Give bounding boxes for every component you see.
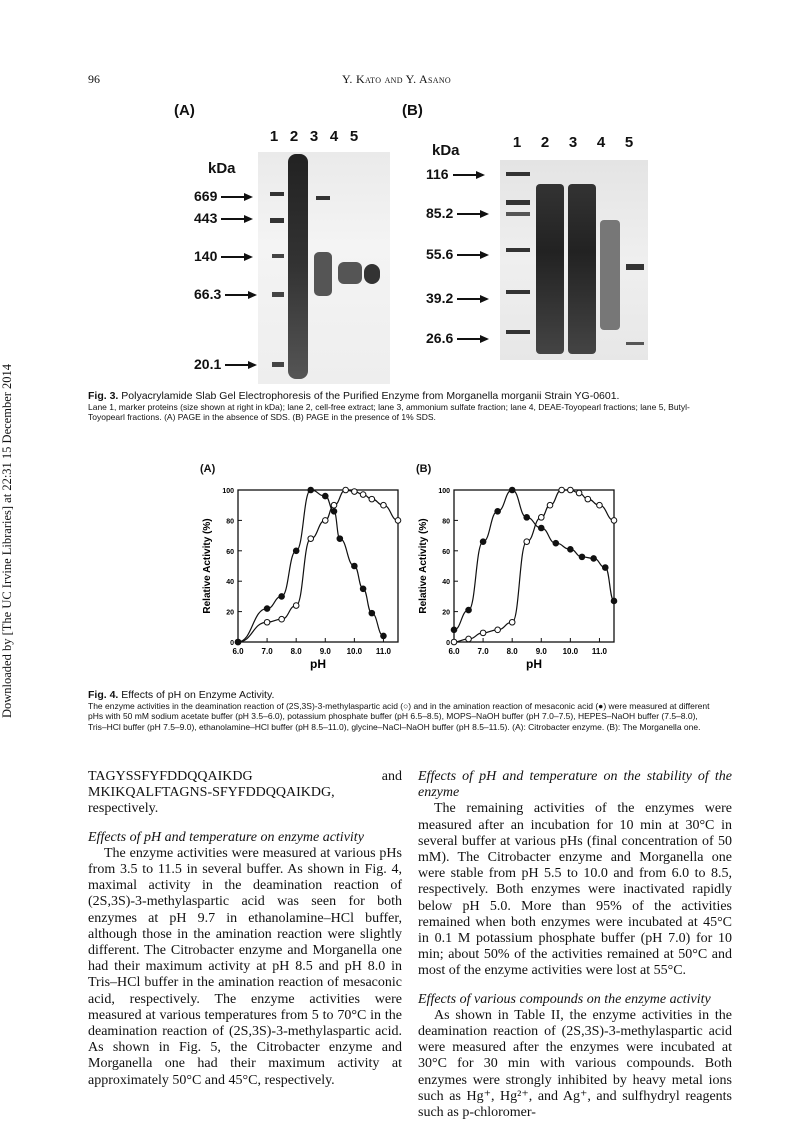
open-data-point bbox=[352, 489, 358, 495]
open-data-point bbox=[524, 539, 530, 545]
y-tick-label: 60 bbox=[442, 548, 450, 556]
arrow-icon bbox=[453, 174, 483, 176]
open-data-point bbox=[495, 627, 501, 633]
open-data-point bbox=[308, 536, 314, 542]
fig4-caption-title: Effects of pH on Enzyme Activity. bbox=[121, 689, 275, 701]
y-tick-label: 40 bbox=[226, 579, 234, 587]
marker-label: 116 bbox=[426, 166, 449, 182]
x-tick-label: 7.0 bbox=[261, 647, 273, 656]
arrow-icon bbox=[221, 256, 251, 258]
filled-data-point bbox=[509, 487, 515, 493]
ph-chart-b bbox=[406, 478, 636, 692]
open-data-point bbox=[538, 515, 544, 521]
lane-number: 4 bbox=[596, 134, 606, 151]
arrow-icon bbox=[457, 213, 487, 215]
filled-data-point bbox=[322, 493, 328, 499]
plot-frame bbox=[454, 490, 614, 642]
x-tick-label: 8.0 bbox=[290, 647, 302, 656]
page-number: 96 bbox=[88, 72, 100, 86]
filled-data-point bbox=[331, 508, 337, 514]
running-header: Y. Kato and Y. Asano bbox=[342, 72, 451, 86]
filled-series-line bbox=[454, 490, 614, 630]
open-data-point bbox=[559, 487, 565, 493]
marker-label: 140 bbox=[194, 248, 218, 264]
fig4-caption-body: The enzyme activities in the deamination reaction of (2S,3S)-3-methylaspartic acid (○) and in the amination reaction of mesaconic acid (●) were measured at different pHs with 50 mM sodium acetate buffer (pH 3.5–6.0), potassium phosphate buffer (pH 6.5–8.5), MOPS–NaOH buffer (pH 7.0–7.5), HEPES–NaOH buffer (7.5–8.0), Tris–HCl buffer (pH 7.5–9.0), ethanolamine–HCl buffer (pH 8.5–11.0), glycine–NaCl–NaOH buffer (pH 8.5–11.5). (A): Citrobacter enzyme. (B): The Morganella one. bbox=[88, 700, 710, 732]
right-column bbox=[418, 769, 732, 1121]
filled-data-point bbox=[579, 554, 585, 560]
marker-66-3 bbox=[194, 286, 255, 302]
filled-data-point bbox=[235, 639, 241, 645]
fig4-panel-b-label: (B) bbox=[416, 463, 432, 475]
y-tick-label: 20 bbox=[442, 609, 450, 617]
marker-26-6 bbox=[426, 330, 487, 346]
fig3-a-unit: kDa bbox=[208, 160, 236, 177]
lane-number: 5 bbox=[624, 134, 634, 151]
marker-label: 443 bbox=[194, 210, 218, 226]
filled-data-point bbox=[369, 610, 375, 616]
filled-data-point bbox=[602, 565, 608, 571]
x-tick-label: 11.0 bbox=[591, 647, 608, 656]
marker-116 bbox=[426, 166, 483, 182]
open-data-point bbox=[597, 502, 603, 508]
open-data-point bbox=[568, 487, 574, 493]
y-tick-label: 0 bbox=[446, 640, 450, 647]
arrow-icon bbox=[225, 364, 255, 366]
lane-number: 4 bbox=[329, 128, 339, 145]
open-data-point bbox=[293, 603, 299, 609]
fig3-caption bbox=[88, 391, 718, 423]
open-data-point bbox=[480, 630, 486, 636]
y-tick-label: 0 bbox=[230, 640, 234, 647]
fig3-caption-title: Polyacrylamide Slab Gel Electrophoresis of the Purified Enzyme from Morganella morganii Strain YG-0601. bbox=[121, 390, 620, 402]
filled-data-point bbox=[466, 607, 472, 613]
lane-number: 3 bbox=[309, 128, 319, 145]
open-data-point bbox=[611, 518, 617, 524]
y-tick-label: 40 bbox=[442, 579, 450, 587]
x-tick-label: 10.0 bbox=[562, 647, 579, 656]
filled-data-point bbox=[352, 563, 358, 569]
marker-label: 66.3 bbox=[194, 286, 222, 302]
section-heading: Effects of pH and temperature on enzyme activity bbox=[88, 829, 364, 845]
open-data-point bbox=[381, 502, 387, 508]
marker-label: 669 bbox=[194, 188, 218, 204]
marker-55-6 bbox=[426, 246, 487, 262]
marker-39-2 bbox=[426, 290, 487, 306]
filled-data-point bbox=[308, 487, 314, 493]
open-data-point bbox=[576, 490, 582, 496]
filled-data-point bbox=[524, 515, 530, 521]
marker-443 bbox=[194, 210, 251, 226]
open-data-point bbox=[264, 619, 270, 625]
open-data-point bbox=[360, 492, 366, 498]
lane-number: 3 bbox=[568, 134, 578, 151]
filled-data-point bbox=[611, 598, 617, 604]
filled-data-point bbox=[553, 540, 559, 546]
arrow-icon bbox=[221, 218, 251, 220]
y-axis-label: Relative Activity (%) bbox=[418, 518, 429, 614]
fig4-caption-label: Fig. 4. bbox=[88, 689, 119, 701]
x-tick-label: 8.0 bbox=[506, 647, 518, 656]
marker-label: 39.2 bbox=[426, 290, 454, 306]
arrow-icon bbox=[457, 298, 487, 300]
filled-data-point bbox=[279, 594, 285, 600]
marker-85-2 bbox=[426, 205, 487, 221]
filled-data-point bbox=[264, 606, 270, 612]
fig4-panel-a-label: (A) bbox=[200, 463, 216, 475]
filled-data-point bbox=[480, 539, 486, 545]
x-tick-label: 6.0 bbox=[448, 647, 460, 656]
fig3-b-lane-numbers bbox=[503, 134, 643, 151]
filled-data-point bbox=[360, 586, 366, 592]
marker-669 bbox=[194, 188, 251, 204]
paragraph: As shown in Table II, the enzyme activities in the deamination reaction of (2S,3S)-3-methylaspartic acid were measured after the enzymes were incubated at 30°C for 30 min with various compounds. Both enzymes were strongly inhibited by heavy metal ions such as Hg⁺, Hg²⁺, and Ag⁺, and sulfhydryl reagents such as p-chloromer- bbox=[418, 1007, 732, 1121]
filled-data-point bbox=[293, 548, 299, 554]
lane-number: 1 bbox=[269, 128, 279, 145]
open-data-point bbox=[466, 636, 472, 642]
section-heading: Effects of various compounds on the enzyme activity bbox=[418, 991, 711, 1007]
fig3-a-lane-numbers bbox=[264, 128, 364, 145]
open-data-point bbox=[547, 502, 553, 508]
x-tick-label: 7.0 bbox=[477, 647, 489, 656]
gel-image-b bbox=[500, 160, 648, 360]
open-series-line bbox=[238, 490, 398, 642]
fig3-b-unit: kDa bbox=[432, 142, 460, 159]
arrow-icon bbox=[225, 294, 255, 296]
lane-number: 1 bbox=[512, 134, 522, 151]
filled-data-point bbox=[381, 633, 387, 639]
marker-label: 26.6 bbox=[426, 330, 454, 346]
arrow-icon bbox=[457, 338, 487, 340]
fig3-caption-label: Fig. 3. bbox=[88, 390, 119, 402]
ph-chart-a bbox=[190, 478, 420, 692]
y-tick-label: 60 bbox=[226, 548, 234, 556]
paragraph: The remaining activities of the enzymes were measured after an incubation for 10 min at 30°C in several buffer at various pHs (final concentration of 50 mM). The Citrobacter enzyme and Morganella one were stable from pH 5.5 to 10.0 and from 6.0 to 8.5, respectively. Both enzymes were inactivated rapidly below pH 5.0. More than 95% of the activities remained when both enzymes were incubated at 45°C in 0.1 M potassium phosphate buffer (pH 7.0) for 10 min; about 50% of the activities remained at 50°C and most of the enzyme activities were lost at 55°C. bbox=[418, 801, 732, 979]
gel-image-a bbox=[258, 152, 390, 384]
left-column bbox=[88, 769, 402, 1089]
fig3-panel-a-label: (A) bbox=[174, 102, 195, 119]
download-notice: Downloaded by [The UC Irvine Libraries] at 22:31 15 December 2014 bbox=[0, 363, 14, 719]
filled-data-point bbox=[495, 508, 501, 514]
marker-label: 55.6 bbox=[426, 246, 454, 262]
section-heading: Effects of pH and temperature on the stability of the enzyme bbox=[418, 769, 732, 801]
sequence-text: TAGYSSFYFDDQQAIKDG and MKIKQALFTAGNS-SFYFDDQQAIKDG, respectively. bbox=[88, 769, 402, 817]
open-data-point bbox=[279, 616, 285, 622]
lane-number: 2 bbox=[289, 128, 299, 145]
marker-20-1 bbox=[194, 356, 255, 372]
arrow-icon bbox=[457, 254, 487, 256]
y-tick-label: 80 bbox=[442, 518, 450, 526]
x-tick-label: 10.0 bbox=[346, 647, 363, 656]
open-data-point bbox=[509, 619, 515, 625]
fig4-caption bbox=[88, 690, 718, 732]
x-axis-label: pH bbox=[526, 657, 542, 671]
open-data-point bbox=[343, 487, 349, 493]
arrow-icon bbox=[221, 196, 251, 198]
x-tick-label: 9.0 bbox=[535, 647, 547, 656]
open-data-point bbox=[369, 496, 375, 502]
open-series-line bbox=[454, 490, 614, 642]
filled-data-point bbox=[538, 525, 544, 531]
open-data-point bbox=[585, 496, 591, 502]
x-tick-label: 11.0 bbox=[375, 647, 392, 656]
marker-label: 20.1 bbox=[194, 356, 222, 372]
filled-series-line bbox=[238, 490, 383, 642]
open-data-point bbox=[322, 518, 328, 524]
filled-data-point bbox=[591, 556, 597, 562]
lane-number: 5 bbox=[349, 128, 359, 145]
lane-number: 2 bbox=[540, 134, 550, 151]
y-tick-label: 100 bbox=[222, 488, 234, 495]
marker-140 bbox=[194, 248, 251, 264]
x-tick-label: 9.0 bbox=[319, 647, 331, 656]
fig3-panel-b-label: (B) bbox=[402, 102, 423, 119]
open-data-point bbox=[331, 502, 337, 508]
y-axis-label: Relative Activity (%) bbox=[202, 518, 213, 614]
x-axis-label: pH bbox=[310, 657, 326, 671]
marker-label: 85.2 bbox=[426, 205, 454, 221]
y-tick-label: 100 bbox=[438, 488, 450, 495]
y-tick-label: 20 bbox=[226, 609, 234, 617]
filled-data-point bbox=[337, 536, 343, 542]
y-tick-label: 80 bbox=[226, 518, 234, 526]
filled-data-point bbox=[568, 546, 574, 552]
open-data-point bbox=[395, 518, 401, 524]
open-data-point bbox=[451, 639, 457, 645]
plot-frame bbox=[238, 490, 398, 642]
fig3-caption-body: Lane 1, marker proteins (size shown at right in kDa); lane 2, cell-free extract; lane 3, ammonium sulfate fraction; lane 4, DEAE-Toyopearl fractions; lane 5, Butyl-Toyopearl fractions. (A) PAGE in the absence of SDS. (B) PAGE in the presence of 1% SDS. bbox=[88, 401, 690, 422]
paragraph: The enzyme activities were measured at various pHs from 3.5 to 11.5 in several buffer. As shown in Fig. 4, maximal activity in the deamination reaction of (2S,3S)-3-methylaspartic acid was seen for both enzymes at pH 9.7 in ethanolamine–HCl buffer, although those in the amination reaction were slightly different. The Citrobacter enzyme and Morganella one had their maximum activity at pH 8.5 and pH 8.0 in Tris–HCl buffer in the amination reaction of mesaconic acid, respectively. The enzyme activities were measured at various temperatures from 5 to 70°C in the deamination reaction of (2S,3S)-3-methylaspartic acid. As shown in Fig. 5, the Citrobacter enzyme and Morganella one had their maximum activity at approximately 50°C and 45°C, respectively. bbox=[88, 845, 402, 1088]
filled-data-point bbox=[451, 627, 457, 633]
x-tick-label: 6.0 bbox=[232, 647, 244, 656]
